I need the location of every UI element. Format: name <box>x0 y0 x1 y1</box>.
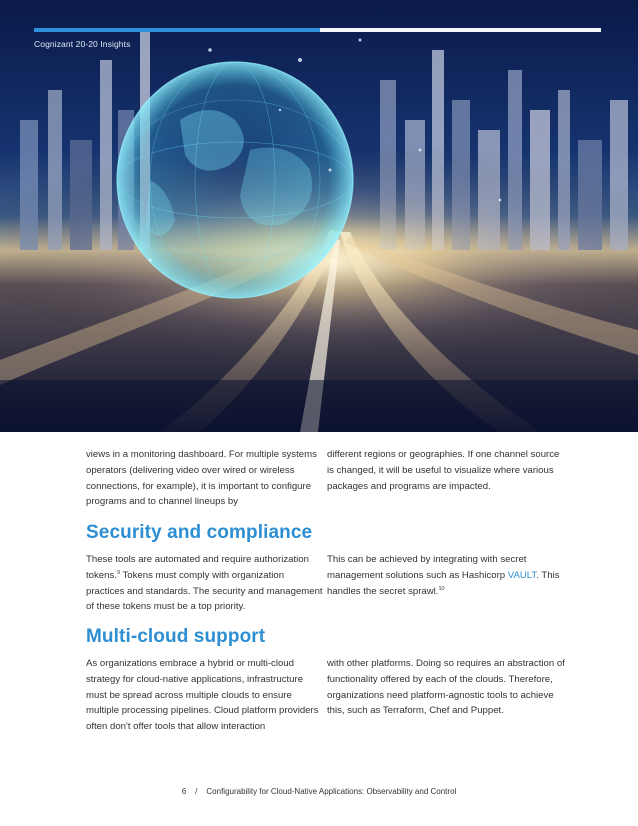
document-title: Configurability for Cloud-Native Applications: Observability and Control <box>206 787 457 796</box>
security-right-text-b: . This handles the secret sprawl. <box>327 569 560 597</box>
intro-left-text: views in a monitoring dashboard. For multiple systems operators (delivering video over wired or wireless connections, for example), it is important to configure programs and to channel lineups by <box>86 449 317 508</box>
globe-graphic <box>117 62 353 298</box>
security-right-text-a: This can be achieved by integrating with secret management solutions such as Hashicorp <box>327 554 527 581</box>
page-number: 6 <box>181 787 187 796</box>
security-heading: Security and compliance <box>86 522 313 543</box>
intro-left-column <box>86 447 324 510</box>
publication-name: Cognizant 20-20 Insights <box>34 39 131 49</box>
security-left-text-a: These tools are automated and require authorization tokens. <box>86 554 309 581</box>
intro-right-text: different regions or geographies. If one channel source is changed, it will be useful to visualize where various packages and programs are impacted. <box>327 449 560 492</box>
multicloud-heading: Multi-cloud support <box>86 626 266 647</box>
footer-separator: / <box>195 787 198 796</box>
security-left-column <box>86 552 324 615</box>
multicloud-left-text: As organizations embrace a hybrid or multi-cloud strategy for cloud-native applications, infrastructure must be spread across multiple clouds to ensure multiple processing pipelines. Cloud platform providers often don't offer tools that allow interaction <box>86 658 319 733</box>
page-footer <box>0 787 638 796</box>
footnote-ref-10[interactable]: 10 <box>438 585 445 592</box>
header-accent-bar <box>34 28 320 32</box>
security-right-text <box>327 552 565 599</box>
multicloud-right-text: with other platforms. Doing so requires an abstraction of functionality offered by each of the clouds. Therefore, organizations need platform-agnostic tools to achieve this, such as Terraform, Chef and Puppet. <box>327 658 565 717</box>
security-left-text-b: Tokens must comply with organization practices and standards. The security and management of these tokens must be a top priority. <box>86 569 323 613</box>
footnote-ref-9[interactable]: 9 <box>116 569 120 576</box>
header-divider-bar <box>320 28 601 32</box>
vault-link[interactable]: VAULT <box>507 569 537 581</box>
intro-right-column <box>327 447 565 494</box>
multicloud-right-column <box>327 656 565 719</box>
security-left-text <box>86 552 324 615</box>
multicloud-left-column <box>86 656 324 735</box>
security-right-column <box>327 552 565 599</box>
